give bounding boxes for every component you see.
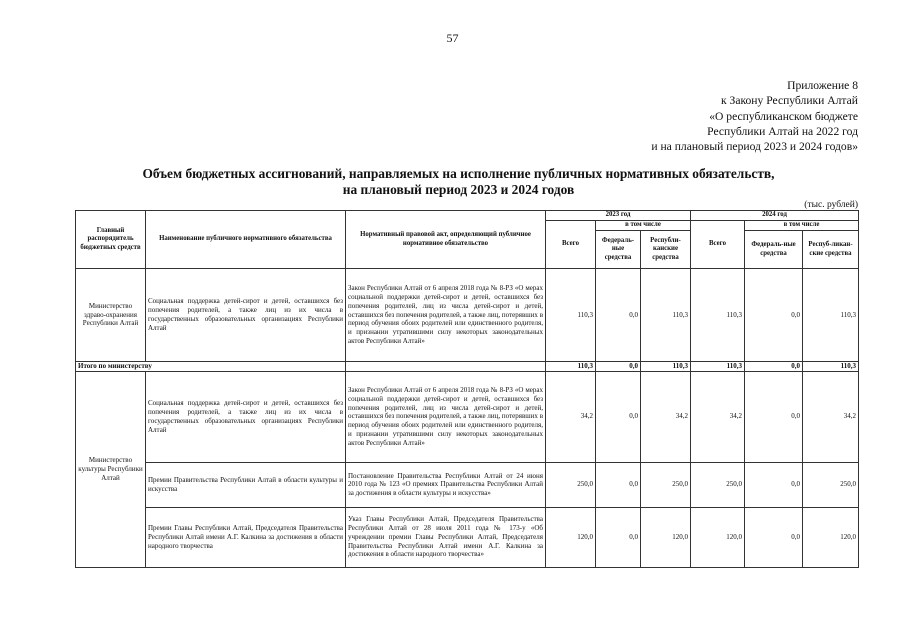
legal-act-cell: Указ Главы Республики Алтай, Председателя Правительства Республики Алтай от 28 июля 2011 года № 173-у «Об учреждении премии Главы Республики Алтай, Председателя Правительства Республики Алтай имени А.Г. Калкина за достижения в области народного творчества» [346, 507, 546, 567]
header-obligation-name: Наименование публичного нормативного обязательства [146, 211, 346, 269]
table-row [76, 507, 859, 567]
header-year-2023: 2023 год [546, 211, 691, 221]
total-2023-cell: 110,3 [546, 269, 596, 362]
federal-2023-cell: 0,0 [596, 462, 641, 507]
total-2024-cell: 250,0 [691, 462, 745, 507]
federal-2023-cell: 0,0 [596, 269, 641, 362]
republic-2023-cell: 250,0 [641, 462, 691, 507]
header-total-2024: Всего [691, 221, 745, 269]
total-2023-cell: 34,2 [546, 371, 596, 462]
header-including-2024: в том числе [745, 221, 859, 231]
ministry-cell: Министерство здраво-охранения Республики Алтай [76, 269, 146, 362]
table-row [76, 462, 859, 507]
federal-2023-cell: 0,0 [596, 507, 641, 567]
subtotal-total-2024: 110,3 [691, 362, 745, 372]
table-row [76, 371, 859, 462]
total-2023-cell: 120,0 [546, 507, 596, 567]
ministry-cell: Министерство культуры Республики Алтай [76, 371, 146, 567]
republic-2024-cell: 110,3 [803, 269, 859, 362]
appendix-line: и на плановый период 2023 и 2024 годов» [651, 140, 858, 154]
page-number: 57 [446, 31, 459, 45]
legal-act-cell: Закон Республики Алтай от 6 апреля 2018 года № 8-РЗ «О мерах социальной поддержки детей-сирот и детей, оставшихся без попечения родителей, лиц из числа детей-сирот и детей, оставшихся без попечения родителей, а также лиц, потерявших в период обучения обоих родителей или единственного родителя, и признании утратившими силу некоторых законодательных актов Республики Алтай» [346, 371, 546, 462]
units-label: (тыс. рублей) [804, 200, 858, 210]
legal-act-cell: Закон Республики Алтай от 6 апреля 2018 года № 8-РЗ «О мерах социальной поддержки детей-сирот и детей, оставшихся без попечения родителей, лиц из числа детей-сирот и детей, оставшихся без попечения родителей, а также лиц, потерявших в период обучения обоих родителей или единственного родителя, и признании утратившими силу некоторых законодательных актов Республики Алтай» [346, 269, 546, 362]
budget-table [75, 210, 859, 568]
subtotal-total-2023: 110,3 [546, 362, 596, 372]
obligation-name-cell: Премии Главы Республики Алтай, Председателя Правительства Республики Алтай имени А.Г. Калкина за достижения в области народного творчества [146, 507, 346, 567]
header-federal-2023: Федераль-ные средства [596, 231, 641, 269]
republic-2024-cell: 120,0 [803, 507, 859, 567]
subtotal-federal-2024: 0,0 [745, 362, 803, 372]
appendix-line: Приложение 8 [787, 79, 858, 92]
legal-act-cell: Постановление Правительства Республики Алтай от 24 июня 2010 года № 123 «О премиях Правительства Республики Алтай за достижения в области культуры и искусства» [346, 462, 546, 507]
title-line: Объем бюджетных ассигнований, направляемых на исполнение публичных нормативных обязательств, [142, 166, 775, 181]
republic-2023-cell: 120,0 [641, 507, 691, 567]
subtotal-republic-2023: 110,3 [641, 362, 691, 372]
appendix-line: к Закону Республики Алтай [720, 94, 858, 108]
table-row [76, 269, 859, 362]
republic-2024-cell: 250,0 [803, 462, 859, 507]
republic-2023-cell: 110,3 [641, 269, 691, 362]
header-main-distributor: Главный распорядитель бюджетных средств [76, 211, 146, 269]
appendix-line: Республики Алтай на 2022 год [707, 124, 858, 138]
header-republic-2024: Респуб-ликан-ские средства [803, 231, 859, 269]
republic-2023-cell: 34,2 [641, 371, 691, 462]
header-federal-2024: Федераль-ные средства [745, 231, 803, 269]
total-2024-cell: 120,0 [691, 507, 745, 567]
republic-2024-cell: 34,2 [803, 371, 859, 462]
federal-2024-cell: 0,0 [745, 371, 803, 462]
federal-2023-cell: 0,0 [596, 371, 641, 462]
federal-2024-cell: 0,0 [745, 269, 803, 362]
appendix-caption [651, 78, 858, 154]
total-2023-cell: 250,0 [546, 462, 596, 507]
subtotal-label: Итого по министерству [76, 362, 346, 372]
total-2024-cell: 110,3 [691, 269, 745, 362]
total-2024-cell: 34,2 [691, 371, 745, 462]
title-line: на плановый период 2023 и 2024 годов [342, 182, 575, 197]
subtotal-federal-2023: 0,0 [596, 362, 641, 372]
header-including-2023: в том числе [596, 221, 691, 231]
header-republic-2023: Республи-канские средства [641, 231, 691, 269]
header-year-2024: 2024 год [691, 211, 859, 221]
header-total-2023: Всего [546, 221, 596, 269]
obligation-name-cell: Социальная поддержка детей-сирот и детей, оставшихся без попечения родителей, а также лиц из их числа в государственных образовательных организациях Республики Алтай [146, 371, 346, 462]
federal-2024-cell: 0,0 [745, 462, 803, 507]
appendix-line: «О республиканском бюджете [709, 109, 858, 123]
header-legal-act: Нормативный правовой акт, определяющий публичное нормативное обязательство [346, 211, 546, 269]
subtotal-empty-cell [346, 362, 546, 372]
subtotal-row [76, 362, 859, 372]
document-title [70, 166, 847, 198]
obligation-name-cell: Социальная поддержка детей-сирот и детей, оставшихся без попечения родителей, а также лиц из их числа в государственных образовательных организациях Республики Алтай [146, 269, 346, 362]
subtotal-republic-2024: 110,3 [803, 362, 859, 372]
obligation-name-cell: Премии Правительства Республики Алтай в области культуры и искусства [146, 462, 346, 507]
federal-2024-cell: 0,0 [745, 507, 803, 567]
